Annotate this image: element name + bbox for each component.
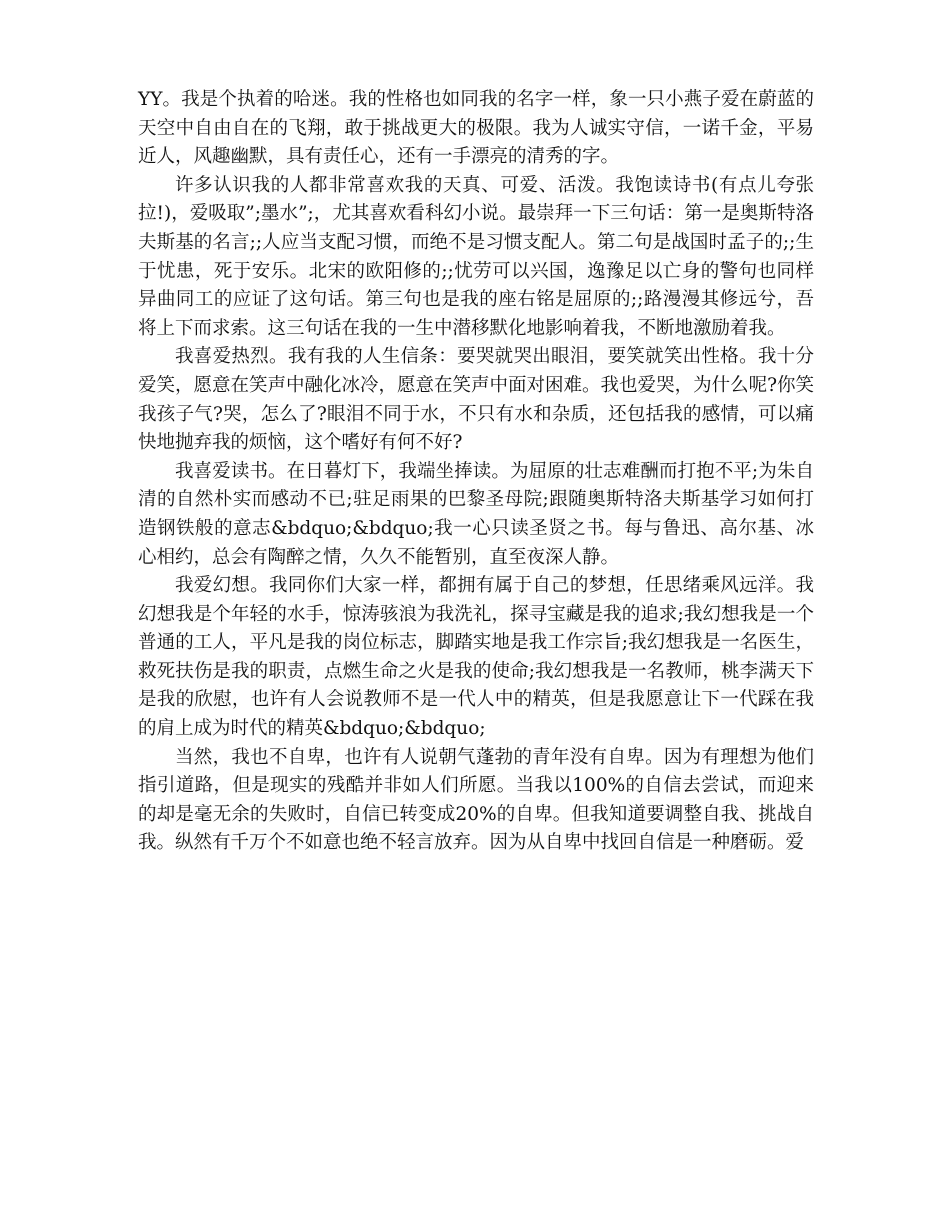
paragraph-5: 我爱幻想。我同你们大家一样，都拥有属于自己的梦想，任思绪乘风远洋。我幻想我是个年轻的水手，惊涛骇浪为我洗礼，探寻宝藏是我的追求;我幻想我是一个普通的工人，平凡是我的岗位标志，脚踏实地是我工作宗旨;我幻想我是一名医生，救死扶伤是我的职责，点燃生命之火是我的使命;我幻想我是一名教师，桃李满天下是我的欣慰，也许有人会说教师不是一代人中的精英，但是我愿意让下一代踩在我的肩上成为时代的精英&bdquo;&bdquo;: [138, 575, 814, 740]
paragraph-3: 我喜爱热烈。我有我的人生信条：要哭就哭出眼泪，要笑就笑出性格。我十分爱笑，愿意在笑声中融化冰冷，愿意在笑声中面对困难。我也爱哭，为什么呢?你笑我孩子气?哭，怎么了?眼泪不同于水，不只有水和杂质，还包括我的感情，可以痛快地抛弃我的烦恼，这个嗜好有何不好?: [138, 346, 814, 454]
paragraph-4: 我喜爱读书。在日暮灯下，我端坐捧读。为屈原的壮志难酬而打抱不平;为朱自清的自然朴实而感动不已;驻足雨果的巴黎圣母院;跟随奥斯特洛夫斯基学习如何打造钢铁般的意志&bdquo;&bdquo;我一心只读圣贤之书。每与鲁迅、高尔基、冰心相约，总会有陶醉之情，久久不能暂别，直至夜深人静。: [138, 460, 814, 568]
paragraph-6: 当然，我也不自卑，也许有人说朝气蓬勃的青年没有自卑。因为有理想为他们指引道路，但是现实的残酷并非如人们所愿。当我以100%的自信去尝试，而迎来的却是毫无余的失败时，自信已转变成20%的自卑。但我知道要调整自我、挑战自我。纵然有千万个不如意也绝不轻言放弃。因为从自卑中找回自信是一种磨砺。爱: [138, 746, 814, 854]
paragraph-2: 许多认识我的人都非常喜欢我的天真、可爱、活泼。我饱读诗书(有点儿夸张拉!)，爱吸取”;墨水”;，尤其喜欢看科幻小说。最崇拜一下三句话：第一是奥斯特洛夫斯基的名言;;人应当支配习惯，而绝不是习惯支配人。第二句是战国时孟子的;;生于忧患，死于安乐。北宋的欧阳修的;;忧劳可以兴国，逸豫足以亡身的警句也同样异曲同工的应证了这句话。第三句也是我的座右铭是屈原的;;路漫漫其修远兮，吾将上下而求索。这三句话在我的一生中潜移默化地影响着我，不断地激励着我。: [138, 174, 814, 339]
paragraph-1: YY。我是个执着的哈迷。我的性格也如同我的名字一样，象一只小燕子爱在蔚蓝的天空中自由自在的飞翔，敢于挑战更大的极限。我为人诚实守信，一诺千金，平易近人，风趣幽默，具有责任心，还有一手漂亮的清秀的字。: [138, 89, 814, 168]
document-body: [138, 86, 814, 858]
